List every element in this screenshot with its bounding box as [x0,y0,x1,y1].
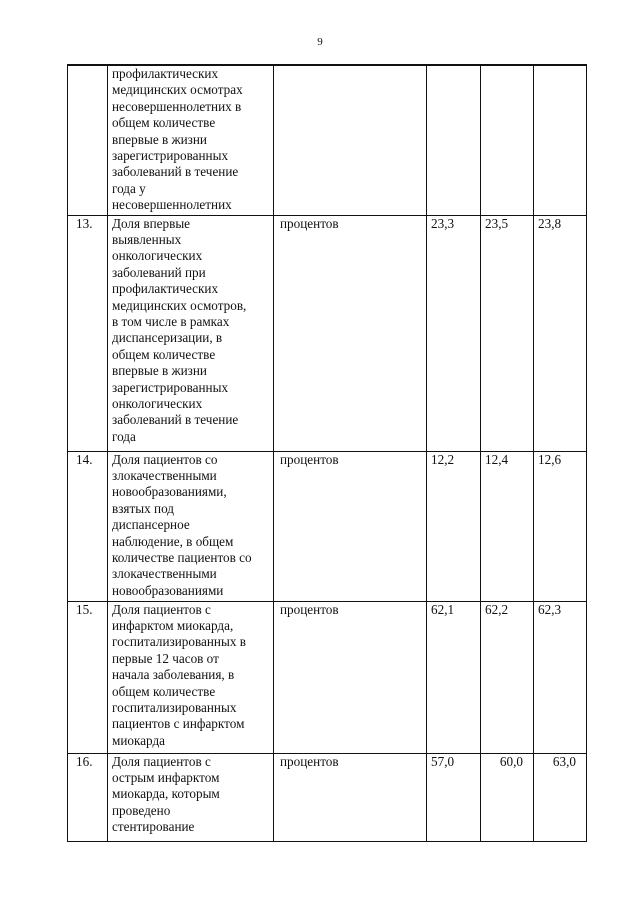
value-cell-2: 12,4 [481,451,534,601]
indicator-description-cell [108,601,274,753]
value-cell-1: 57,0 [427,753,481,841]
description-line: диспансерное [112,517,190,533]
description-line: первые 12 часов от [112,650,219,666]
table-row [68,601,587,753]
description-line: Доля пациентов со [112,451,218,467]
description-line: диспансеризации, в [112,330,223,346]
description-line: профилактических [112,66,219,81]
unit-cell: процентов [274,753,427,841]
table-row [68,451,587,601]
value-cell-3: 63,0 [534,753,587,841]
description-line: года [112,428,136,444]
description-line: стентирование [112,819,195,835]
unit-cell: процентов [274,451,427,601]
description-line: несовершеннолетних [112,197,232,213]
description-line: наблюдение, в общем [112,533,234,549]
description-line: количестве пациентов со [112,549,252,565]
description-line: миокарда [112,732,166,748]
value-cell-3: 12,6 [534,451,587,601]
value-cell-3 [534,65,587,215]
indicator-description-cell [108,451,274,601]
description-line: зарегистрированных [112,148,229,164]
description-line: онкологических [112,395,203,411]
unit-cell [274,65,427,215]
value-cell-2: 60,0 [481,753,534,841]
description-line: онкологических [112,248,203,264]
value-cell-1: 23,3 [427,215,481,451]
value-cell-3: 23,8 [534,215,587,451]
description-line: злокачественными [112,467,217,483]
description-line: в том числе в рамках [112,313,230,329]
unit-cell: процентов [274,215,427,451]
description-line: острым инфарктом [112,769,220,785]
description-line: заболеваний в течение [112,412,239,428]
description-line: общем количестве [112,346,216,362]
value-cell-2: 23,5 [481,215,534,451]
description-line: впервые в жизни [112,131,207,147]
table-row [68,215,587,451]
table-row [68,753,587,841]
row-number-cell: 15. [68,601,108,753]
description-line: профилактических [112,281,219,297]
description-line: впервые в жизни [112,363,207,379]
row-number-cell: 16. [68,753,108,841]
description-line: общем количестве [112,683,216,699]
description-line: новообразованиями [112,582,224,598]
indicators-table [67,64,587,842]
description-line: Доля впервые [112,215,191,231]
description-line: госпитализированных [112,699,237,715]
value-cell-1: 12,2 [427,451,481,601]
description-line: начала заболевания, в [112,667,235,683]
description-line: проведено [112,802,171,818]
table-row [68,65,587,215]
description-line: инфарктом миокарда, [112,617,234,633]
description-line: Доля пациентов с [112,601,211,617]
indicator-description-cell [108,215,274,451]
description-line: взятых под [112,500,174,516]
value-cell-1: 62,1 [427,601,481,753]
description-line: Доля пациентов с [112,753,211,769]
description-line: выявленных [112,231,182,247]
description-line: года у [112,180,146,196]
description-line: заболеваний в течение [112,164,239,180]
row-number-cell: 14. [68,451,108,601]
description-line: заболеваний при [112,264,206,280]
indicator-description-cell [108,753,274,841]
value-cell-2: 62,2 [481,601,534,753]
description-line: зарегистрированных [112,379,229,395]
row-number-cell: 13. [68,215,108,451]
description-line: госпитализированных в [112,634,246,650]
description-line: миокарда, которым [112,786,220,802]
value-cell-2 [481,65,534,215]
unit-cell: процентов [274,601,427,753]
value-cell-3: 62,3 [534,601,587,753]
description-line: пациентов с инфарктом [112,716,245,732]
page-number: 9 [317,36,323,48]
description-line: общем количестве [112,115,216,131]
description-line: несовершеннолетних в [112,98,242,114]
value-cell-1 [427,65,481,215]
description-line: медицинских осмотров, [112,297,247,313]
description-line: медицинских осмотрах [112,82,243,98]
description-line: новообразованиями, [112,484,227,500]
indicator-description-cell [108,65,274,215]
description-line: злокачественными [112,566,217,582]
row-number-cell [68,65,108,215]
